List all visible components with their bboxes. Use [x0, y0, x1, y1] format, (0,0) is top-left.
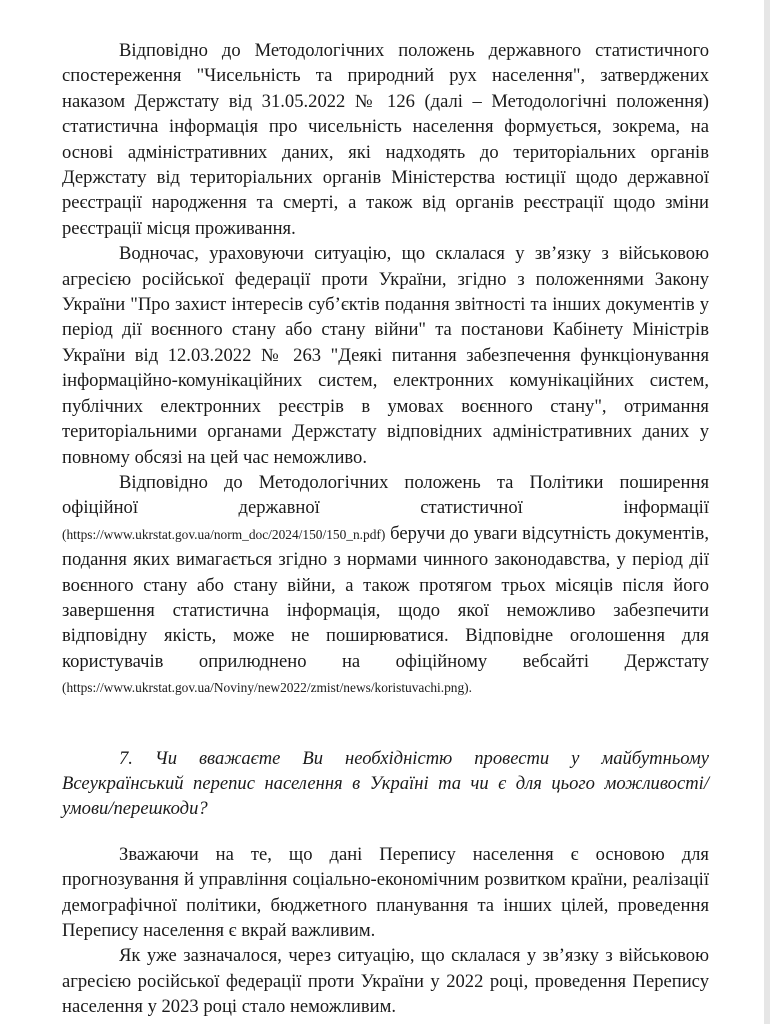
paragraph-text: беручи до уваги відсутність документів, подання яких вимагається згідно з нормами чинного законодавства, у період дії воєнного стану або стану війни, а також протягом трьох місяців після його завершення статистична інформація, щодо якої неможливо забезпечити відповідну якість, може не поширюватися. Відповідне оголошення для користувачів оприлюднено на офіційному вебсайті Держстату: [62, 522, 709, 672]
announcement-link[interactable]: (https://www.ukrstat.gov.ua/Noviny/new2022/zmist/news/koristuvachi.png).: [62, 680, 472, 696]
spacer: [62, 701, 709, 721]
spacer: [62, 822, 709, 842]
paragraph-census-impossible: Як уже зазначалося, через ситуацію, що склалася у зв’язку з військовою агресією російської федерації проти України у 2022 році, проведення Перепису населення у 2023 році стало неможливим.: [62, 945, 709, 1018]
paragraph-war-situation: Водночас, ураховуючи ситуацію, що склалася у зв’язку з військовою агресією російської федерації проти України, згідно з положеннями Закону України "Про захист інтересів суб’єктів подання звітності та інших документів у період дії воєнного стану або стану війни" та постанови Кабінету Міністрів України від 12.03.2022 № 263 "Деякі питання забезпечення функціонування інформаційно-комунікаційних систем, електронних комунікаційних систем, публічних електронних реєстрів в умовах воєнного стану", отримання територіальними органами Держстату відповідних адміністративних даних у повному обсязі на цей час неможливо.: [62, 243, 709, 468]
policy-link[interactable]: (https://www.ukrstat.gov.ua/norm_doc/2024/150/150_n.pdf): [62, 526, 386, 542]
paragraph-methodology: Відповідно до Методологічних положень державного статистичного спостереження "Чисельність та природний рух населення", затверджених наказом Держстату від 31.05.2022 № 126 (далі – Методологічні положення) статистична інформація про чисельність населення формується, зокрема, на основі адміністративних даних, які надходять до територіальних органів Держстату від територіальних органів Міністерства юстиції щодо державної реєстрації народження та смерті, а також від органів реєстрації щодо зміни реєстрації місця проживання.: [62, 40, 709, 239]
page-edge: [764, 0, 770, 1024]
question-7: 7. Чи вважаєте Ви необхідністю провести у майбутньому Всеукраїнський перепис населення в Україні та чи є для цього можливості/умови/перешкоди?: [62, 747, 709, 820]
document-page: [62, 38, 709, 1020]
paragraph-census-importance: Зважаючи на те, що дані Перепису населення є основою для прогнозування й управління соціально-економічним розвитком країни, реалізації демографічної політики, бюджетного планування та інших цілей, проведення Перепису населення є вкрай важливим.: [62, 843, 709, 941]
paragraph-text: Відповідно до Методологічних положень та Політики поширення офіційної державної статистичної інформації: [62, 471, 709, 519]
paragraph-dissemination-policy: [62, 470, 709, 701]
